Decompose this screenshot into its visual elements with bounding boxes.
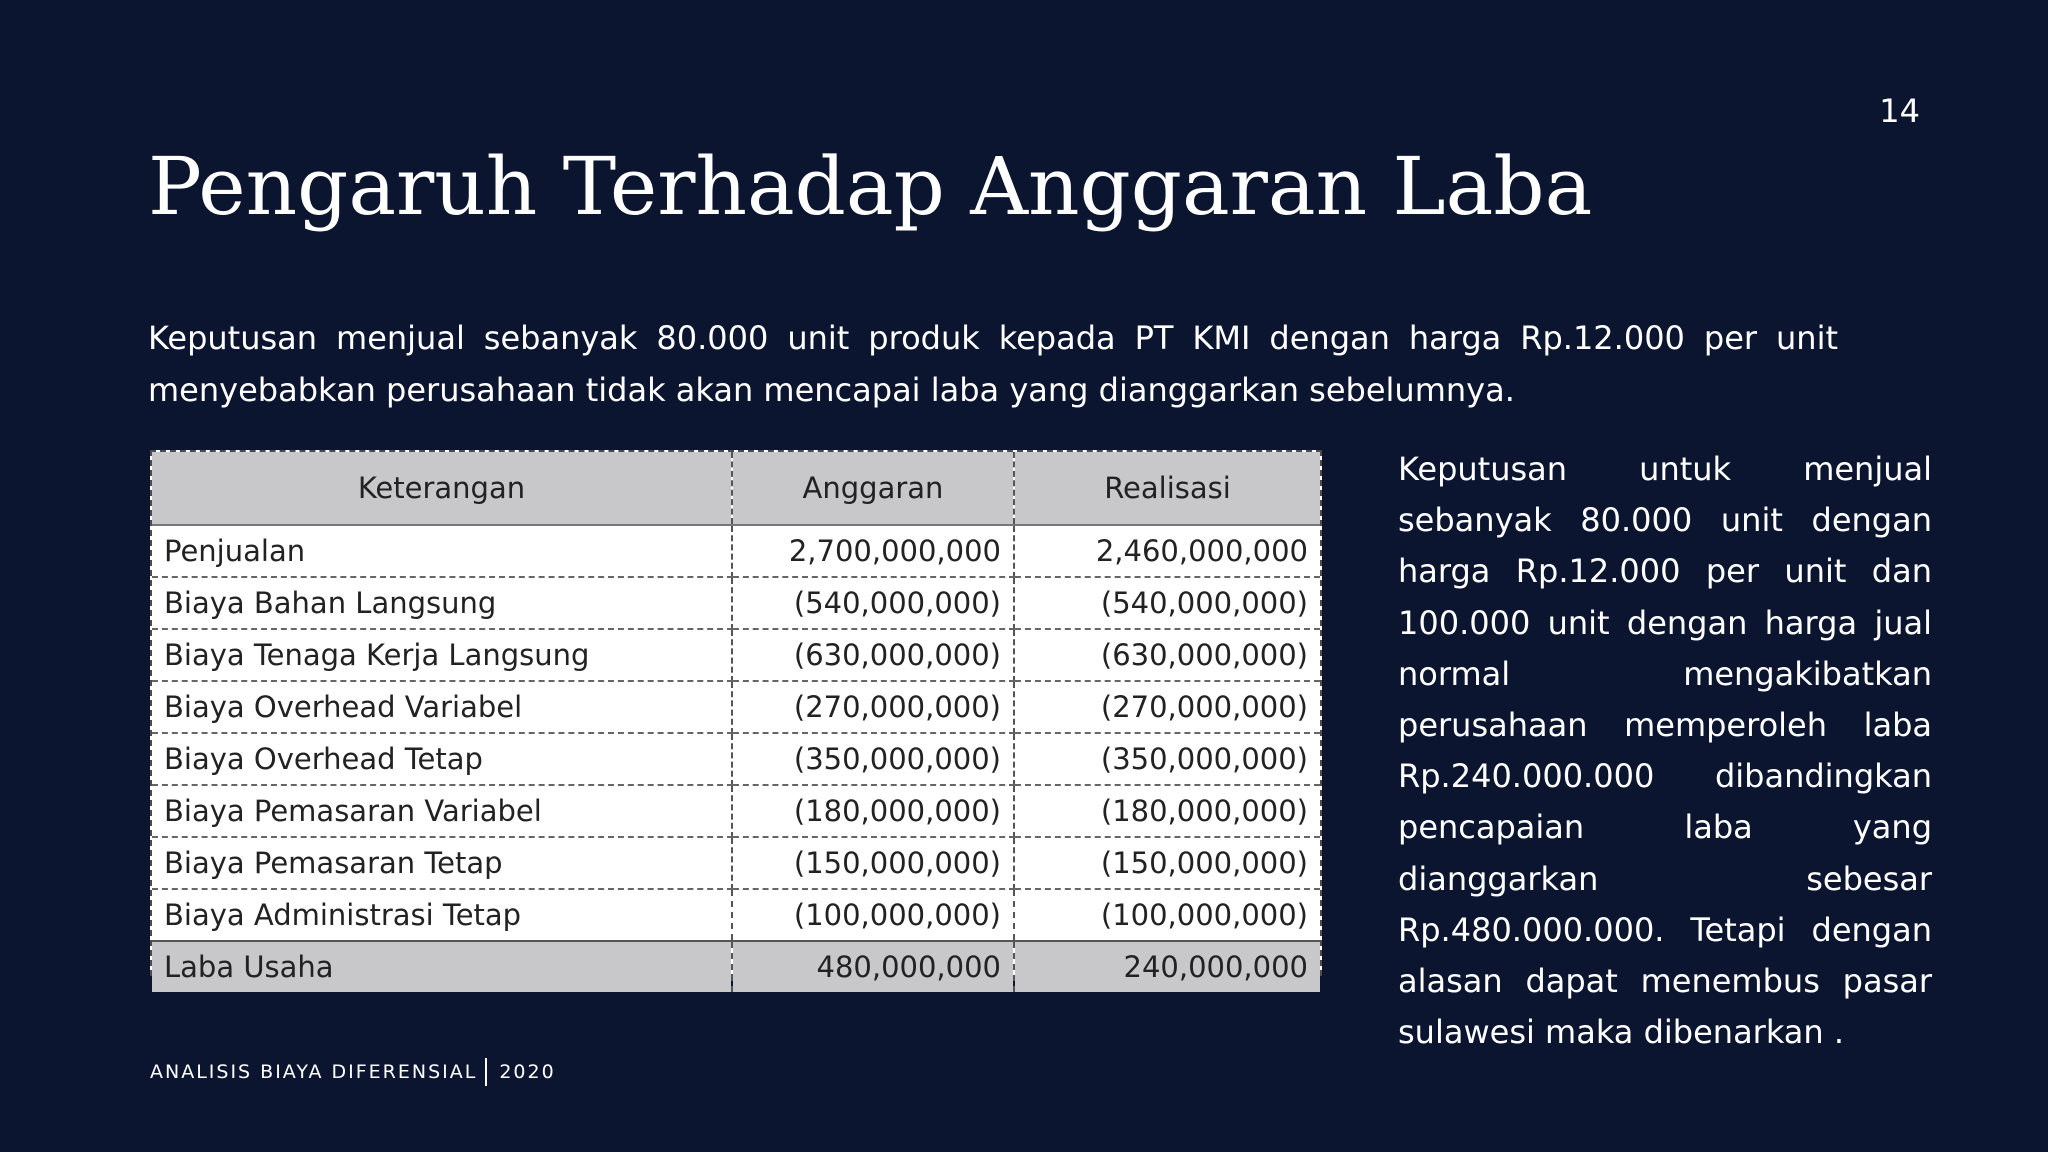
table-row [152, 629, 1320, 681]
row-anggaran: 2,700,000,000 [732, 525, 1014, 577]
row-label: Biaya Overhead Tetap [152, 733, 732, 785]
budget-table [152, 452, 1320, 992]
table-total-row [152, 941, 1320, 992]
footer-divider [485, 1058, 487, 1086]
budget-table-container [150, 450, 1322, 984]
table-row [152, 733, 1320, 785]
row-anggaran: (100,000,000) [732, 889, 1014, 941]
row-anggaran: (270,000,000) [732, 681, 1014, 733]
table-row [152, 837, 1320, 889]
total-anggaran: 480,000,000 [732, 941, 1014, 992]
row-realisasi: (100,000,000) [1014, 889, 1320, 941]
row-realisasi: (270,000,000) [1014, 681, 1320, 733]
row-realisasi: (180,000,000) [1014, 785, 1320, 837]
row-label: Biaya Administrasi Tetap [152, 889, 732, 941]
row-realisasi: (540,000,000) [1014, 577, 1320, 629]
page-title: Pengaruh Terhadap Anggaran Laba [148, 140, 1593, 233]
row-realisasi: (350,000,000) [1014, 733, 1320, 785]
total-label: Laba Usaha [152, 941, 732, 992]
row-anggaran: (150,000,000) [732, 837, 1014, 889]
footer-year: 2020 [499, 1061, 556, 1083]
table-header-row [152, 452, 1320, 525]
row-anggaran: (540,000,000) [732, 577, 1014, 629]
footer [150, 1058, 556, 1086]
table-row [152, 577, 1320, 629]
row-label: Biaya Overhead Variabel [152, 681, 732, 733]
table-row [152, 889, 1320, 941]
row-anggaran: (180,000,000) [732, 785, 1014, 837]
row-realisasi: 2,460,000,000 [1014, 525, 1320, 577]
total-realisasi: 240,000,000 [1014, 941, 1320, 992]
row-label: Penjualan [152, 525, 732, 577]
row-anggaran: (350,000,000) [732, 733, 1014, 785]
row-label: Biaya Pemasaran Tetap [152, 837, 732, 889]
table-row [152, 785, 1320, 837]
explanation-paragraph: Keputusan untuk menjual sebanyak 80.000 unit dengan harga Rp.12.000 per unit dan 100.000 unit dengan harga jual normal mengakibatkan perusahaan memperoleh laba Rp.240.000.000 dibandingkan pencapaian laba yang dianggarkan sebesar Rp.480.000.000. Tetapi dengan alasan dapat menembus pasar sulawesi maka dibenarkan . [1398, 450, 1932, 1052]
table-row [152, 525, 1320, 577]
row-label: Biaya Pemasaran Variabel [152, 785, 732, 837]
column-header-keterangan: Keterangan [152, 452, 732, 525]
row-label: Biaya Bahan Langsung [152, 577, 732, 629]
row-realisasi: (630,000,000) [1014, 629, 1320, 681]
column-header-realisasi: Realisasi [1014, 452, 1320, 525]
row-anggaran: (630,000,000) [732, 629, 1014, 681]
footer-title: ANALISIS BIAYA DIFERENSIAL [150, 1061, 478, 1083]
table-row [152, 681, 1320, 733]
row-realisasi: (150,000,000) [1014, 837, 1320, 889]
page-number: 14 [1879, 92, 1920, 130]
row-label: Biaya Tenaga Kerja Langsung [152, 629, 732, 681]
column-header-anggaran: Anggaran [732, 452, 1014, 525]
intro-paragraph: Keputusan menjual sebanyak 80.000 unit produk kepada PT KMI dengan harga Rp.12.000 per unit menyebabkan perusahaan tidak akan mencapai laba yang dianggarkan sebelumnya. [148, 319, 1838, 409]
